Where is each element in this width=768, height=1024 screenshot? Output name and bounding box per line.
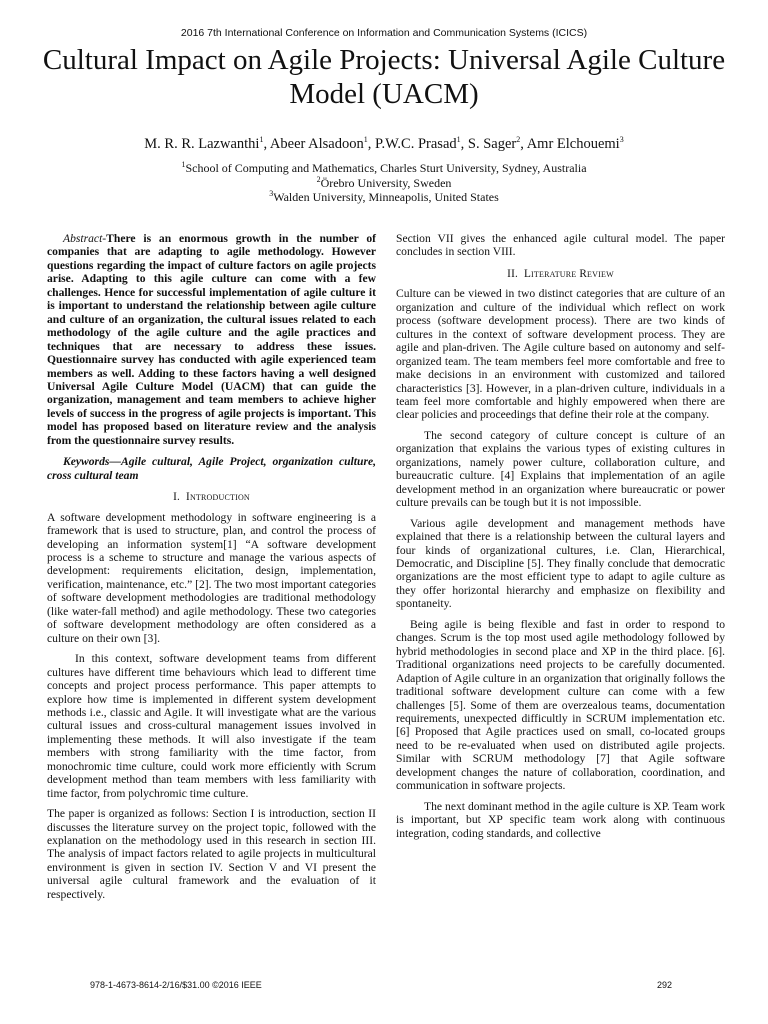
left-column — [47, 232, 376, 908]
paper-title: Cultural Impact on Agile Projects: Universal Agile Culture Model (UACM) — [42, 44, 726, 110]
paragraph: A software development methodology in software engineering is a framework that is used to structure, plan, and control the process of developing an information system[1] “A software development process is a scheme to structure and manage the various aspects of development: requirements elicitation, design, implementation, verification, maintenance, etc.” [2]. The two most important categories of software development methodologies are traditional methodology (like water-fall method) and agile methodology. These two categories of software development methodology are often considered as a culture on their own [3]. — [47, 510, 376, 645]
affiliation: $^3$Walden University, Minneapolis, United States — [269, 189, 499, 204]
section-heading-introduction: I. Introduction — [173, 491, 250, 504]
right-column — [396, 232, 725, 847]
author: P.W.C. Prasad — [375, 136, 457, 152]
author: S. Sager — [467, 136, 517, 152]
keywords: Keywords—Agile cultural, Agile Project, organization culture, cross cultural team — [47, 455, 376, 482]
paragraph: Being agile is being flexible and fast in order to respond to changes. Scrum is the top most used agile methodology followed by hybrid methodologies in second place and XP in the third place. [6]. Traditional organizations need projects to be carefully documented. Adaption of Agile culture in an organization that originally follows the traditional software development culture can come with a few challenges [5]. Some of them are overzealous teams, documentation requirements, unexpected difficultly in SCRUM implementation etc. [6] Proposed that Agile practices used on small, co-located groups need to be re-evaluated when used on distributed agile projects. Similar with SCRUM methodology [7] that Agile software development changes the nature of collaboration, coordination, and communication in software projects. — [396, 617, 725, 793]
author: Amr Elchouemi — [526, 136, 620, 152]
paragraph: Various agile development and management methods have explained that there is a relationship between the cultural layers and four kinds of organizational cultures, i.e. Clan, Hierarchical, Democratic, and Discipline [5]. They finally conclude that democratic organizations are the most efficient type to adapt to agile culture as they offer horizontal hierarchy and emphasize on flexibility and spontaneity. — [396, 516, 725, 611]
abstract: Abstract-There is an enormous growth in the number of companies that are adapting to agile methodology. However questions regarding the impact of culture factors on agile projects arise. Adapting to this agile culture can come with a few challenges. Hence for successful implementation of agile culture it is important to understand the relationship between agile culture and culture of an organization, the cultural issues related to each methodology of the agile culture and the agile practices and techniques that are necessary to address these issues. Questionnaire survey has conducted with agile experienced team members as well. Adding to these factors having a well designed Universal Agile Culture Model (UACM) that can guide the organization, management and team members to achieve higher levels of success in the progress of agile projects is important. This model has proposed based on literature review and the analysis from the questionnaire survey results. — [47, 232, 376, 447]
affiliation: $^2$Örebro University, Sweden — [316, 174, 452, 190]
paragraph: The paper is organized as follows: Section I is introduction, section II discusses the literature survey on the project topic, followed with the explanation on the methodology used in this research in section III. The analysis of impact factors related to agile projects in multicultural environment is given in section IV. Section V and VI present the universal agile cultural framework and the evaluation of it respectively. — [47, 807, 376, 901]
page-number: 292 — [657, 980, 673, 990]
affiliation: $^1$School of Computing and Mathematics, Charles Sturt University, Sydney, Australia — [181, 160, 587, 175]
author-line: M. R. R. Lazwanthi$^1$, Abeer Alsadoon$^1$, P.W.C. Prasad$^1$, S. Sager$^2$, Amr Elchouemi$^3$ — [144, 135, 624, 152]
conference-header: 2016 7th International Conference on Information and Communication Systems (ICICS) — [180, 27, 588, 39]
paragraph: In this context, software development teams from different cultures have different time behaviours which lead to different time concepts and project process performance. This paper attempts to explore how time is implemented in different system development methods i.e., classic and Agile. It will investigate what are the various cultural issues and cross-cultural management issues involved in implementing these methods. It will also investigate if the team members with strong familiarity with the time factor, from monochromic time culture, could work more efficiently with Scrum development method than team members with less familiarity with time factor, from polychromic time culture. — [47, 652, 376, 800]
paragraph: Culture can be viewed in two distinct categories that are culture of an organization and culture of the individual which reflect on work process (software development process). There are two kinds of cultures in the context of software development process. They are agile and plan-driven. The Agile culture based on autonomy and self-organized team. The team members feel more comfortable and free to make decisions in an environment with customized and tailored characteristics [3]. However, in a plan-driven culture, individuals in a team feel more comfortable and highly empowered when there are clear policies and proceedings that define their role at the company. — [396, 287, 725, 422]
author: M. R. R. Lazwanthi — [144, 136, 260, 152]
author: Abeer Alsadoon — [269, 136, 364, 152]
paragraph: Section VII gives the enhanced agile cultural model. The paper concludes in section VIII. — [396, 232, 725, 259]
affiliations — [0, 161, 768, 205]
footer-isbn: 978-1-4673-8614-2/16/$31.00 ©2016 IEEE — [90, 980, 262, 990]
paragraph: The second category of culture concept is culture of an organization that explains the various types of existing cultures in organizations, namely power culture, collaboration culture, and bureaucratic culture. [4] Explains that implementation of an agile development method in an organization where bureaucratic or power culture prevails can be tough but it is not impossible. — [396, 428, 725, 510]
paragraph: The next dominant method in the agile culture is XP. Team work is important, but XP specific team work along with continuous integration, coding standards, and collective — [396, 799, 725, 840]
section-heading-literature-review: II. Literature Review — [507, 267, 614, 280]
